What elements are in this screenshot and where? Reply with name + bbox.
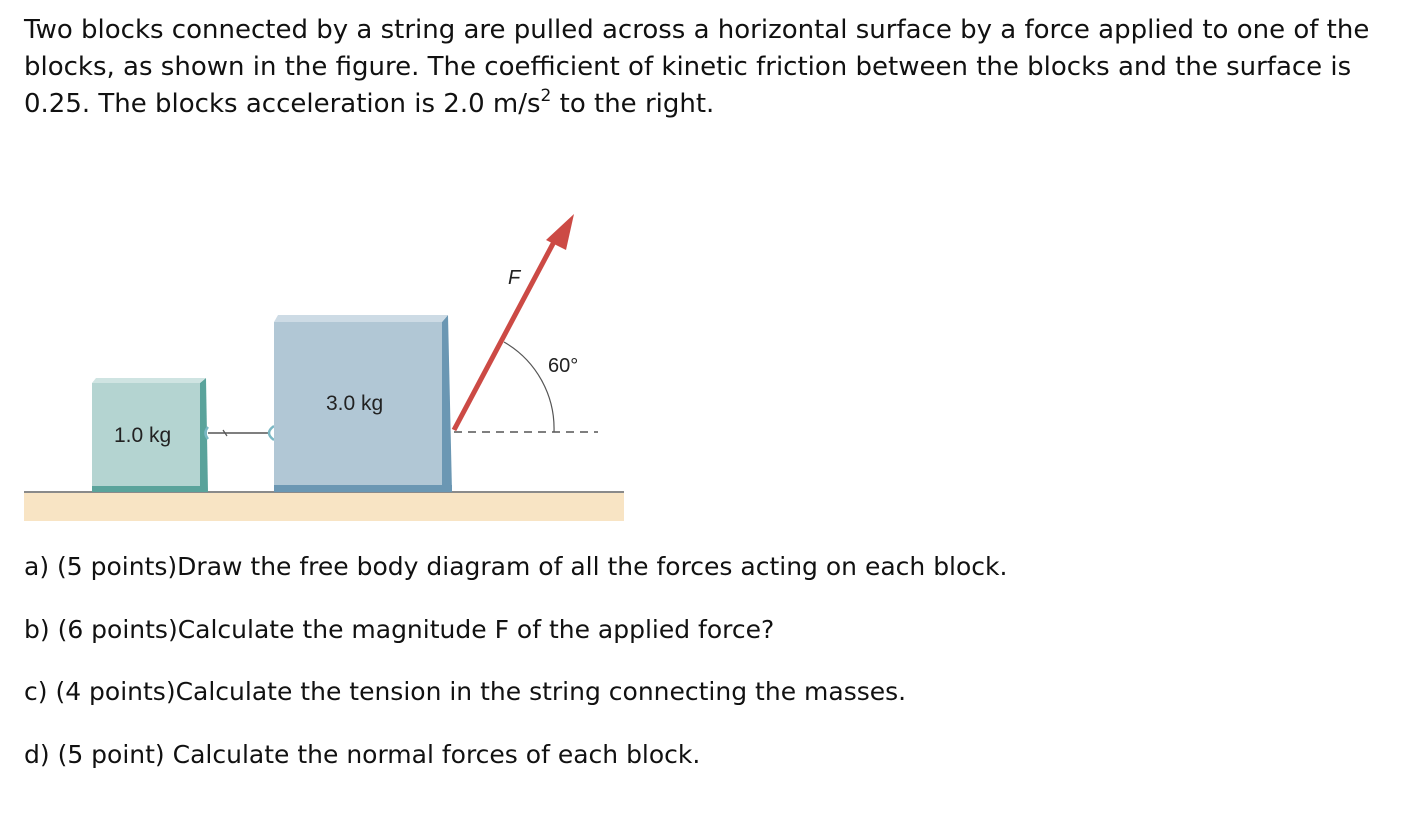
small-block-hook-icon xyxy=(206,427,209,439)
question-a: a) (5 points)Draw the free body diagram of all the forces acting on each block. xyxy=(24,552,1008,581)
large-block-side-edge xyxy=(442,315,452,492)
ground-surface xyxy=(24,492,624,521)
connecting-string xyxy=(206,426,275,440)
large-block-label: 3.0 kg xyxy=(326,392,384,415)
problem-statement xyxy=(24,12,1394,123)
large-block-top-edge xyxy=(274,315,448,322)
force-arrow-shaft xyxy=(454,238,556,430)
question-c: c) (4 points)Calculate the tension in the string connecting the masses. xyxy=(24,677,907,706)
question-d: d) (5 point) Calculate the normal forces of each block. xyxy=(24,739,701,769)
force-arrow xyxy=(454,214,574,430)
problem-statement-ending: to the right. xyxy=(551,89,715,119)
large-block-bottom-edge xyxy=(274,485,452,492)
problem-statement-text: Two blocks connected by a string are pulled across a horizontal surface by a force applied to one of the blocks, as shown in the figure. The coefficient of kinetic friction between the blocks and the surface is 0.25. The blocks acceleration is 2.0 m/s xyxy=(24,15,1370,119)
question-b: b) (6 points)Calculate the magnitude F of the applied force? xyxy=(24,614,775,644)
figure-drawing xyxy=(20,200,640,530)
angle-label: 60° xyxy=(548,355,579,377)
question-list xyxy=(24,552,1324,802)
force-label: F xyxy=(508,267,521,289)
units-exponent: 2 xyxy=(540,86,552,106)
small-block-top-edge xyxy=(92,378,206,383)
angle-arc xyxy=(504,342,554,432)
large-block-hook-icon xyxy=(269,426,274,440)
small-block-bottom-edge xyxy=(92,486,206,492)
two-blocks-figure xyxy=(20,200,640,530)
small-block-label: 1.0 kg xyxy=(114,424,172,447)
